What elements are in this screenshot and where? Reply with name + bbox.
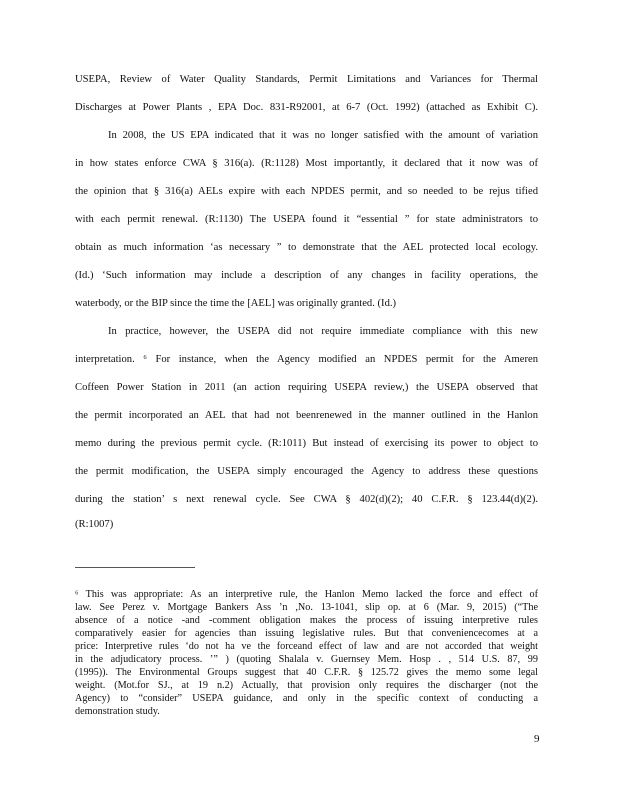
footnote-line: in the adjudicatory process. ’” ) (quoting Shalala v. Guernsey Mem. Hosp . , 514 U.S. 87, 99 xyxy=(75,654,538,665)
body-line: with each permit renewal. (R:1130) The USEPA found it “essential ” for state administrators to xyxy=(75,214,538,225)
footnote-line: price: Interpretive rules ‘do not ha ve the forceand effect of law and are not accorded that weight xyxy=(75,641,538,652)
body-line: interpretation. ⁶ For instance, when the Agency modified an NPDES permit for the Ameren xyxy=(75,354,538,365)
footnote-line: comparatively easier for agencies than issuing legislative rules. But that conveniencecomes at a xyxy=(75,628,538,639)
body-line: during the station’ s next renewal cycle. See CWA § 402(d)(2); 40 C.F.R. § 123.44(d)(2). xyxy=(75,494,538,505)
body-line: Coffeen Power Station in 2011 (an action requiring USEPA review,) the USEPA observed that xyxy=(75,382,538,393)
body-line: In 2008, the US EPA indicated that it was no longer satisfied with the amount of variation xyxy=(108,130,538,141)
body-line: Discharges at Power Plants , EPA Doc. 831-R92001, at 6-7 (Oct. 1992) (attached as Exhibit C). xyxy=(75,102,538,113)
footnote-line: ⁶ This was appropriate: As an interpretive rule, the Hanlon Memo lacked the force and effect of xyxy=(75,589,538,600)
body-line: (Id.) ‘Such information may include a description of any changes in facility operations, the xyxy=(75,270,538,281)
body-line: in how states enforce CWA § 316(a). (R:1128) Most importantly, it declared that it now was of xyxy=(75,158,538,169)
footnote-line: absence of a notice -and -comment obligation makes the process of issuing interpretive rules xyxy=(75,615,538,626)
footnote-line: weight. (Mot.for SJ., at 19 n.2) Actually, that provision only requires the discharger (not the xyxy=(75,680,538,691)
body-line: memo during the previous permit cycle. (R:1011) But instead of exercising its power to object to xyxy=(75,438,538,449)
footnote-line: Agency) to “consider” USEPA guidance, and only in the specific context of conducting a xyxy=(75,693,538,704)
footnote-line: law. See Perez v. Mortgage Bankers Ass ’n ,No. 13-1041, slip op. at 6 (Mar. 9, 2015) (“The xyxy=(75,602,538,613)
body-line: (R:1007) xyxy=(75,519,114,530)
body-line: USEPA, Review of Water Quality Standards, Permit Limitations and Variances for Thermal xyxy=(75,74,538,85)
page-number: 9 xyxy=(534,733,540,745)
body-line: waterbody, or the BIP since the time the [AEL] was originally granted. (Id.) xyxy=(75,298,397,309)
body-line: In practice, however, the USEPA did not require immediate compliance with this new xyxy=(108,326,538,337)
footnote-divider xyxy=(75,567,195,568)
body-line: the permit incorporated an AEL that had not beenrenewed in the manner outlined in the Hanlon xyxy=(75,410,538,421)
footnote-line: (1995)). The Environmental Groups suggest that 40 C.F.R. § 125.72 gives the memo some legal xyxy=(75,667,538,678)
footnote-line: demonstration study. xyxy=(75,706,160,717)
body-line: the opinion that § 316(a) AELs expire with each NPDES permit, and so needed to be rejus tified xyxy=(75,186,538,197)
body-line: obtain as much information ‘as necessary ” to demonstrate that the AEL protected local ecology. xyxy=(75,242,538,253)
body-line: the permit modification, the USEPA simply encouraged the Agency to address these questions xyxy=(75,466,538,477)
